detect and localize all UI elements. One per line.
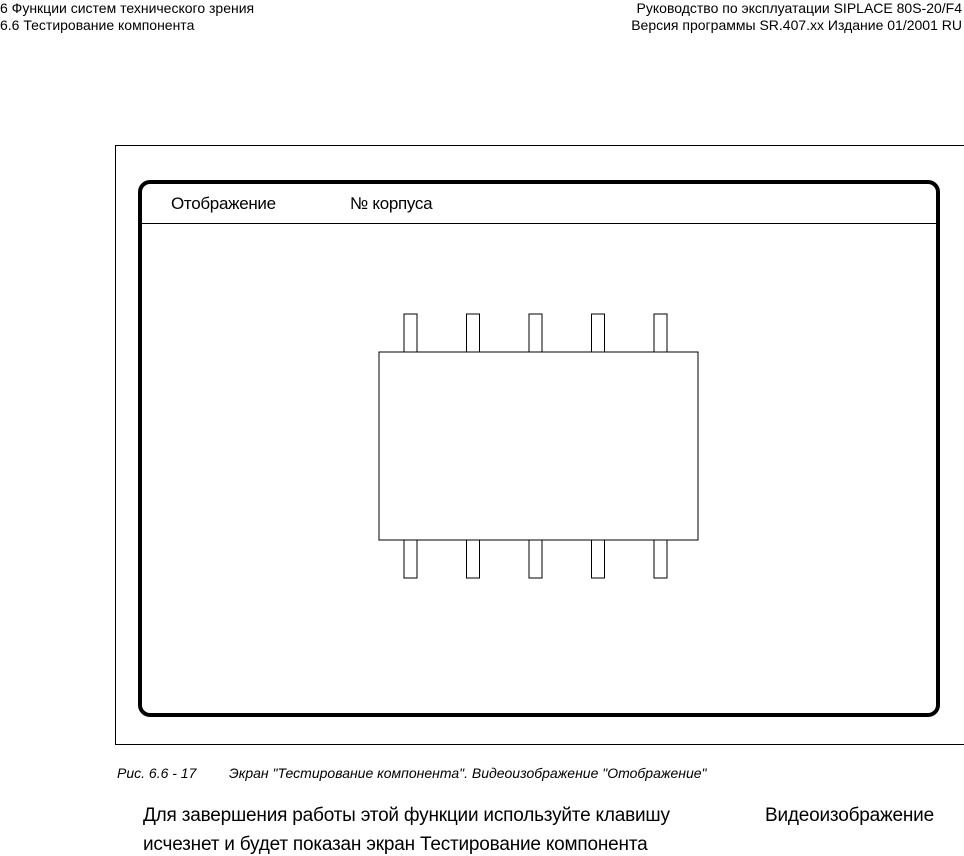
component-body <box>379 352 698 540</box>
figure-number: Рис. 6.6 - 17 <box>117 765 197 781</box>
menu-item-housing-number[interactable]: № корпуса <box>350 194 433 213</box>
bottom-lead-5 <box>654 540 667 578</box>
top-lead-1 <box>404 314 417 352</box>
top-lead-2 <box>467 314 480 352</box>
top-lead-3 <box>529 314 542 352</box>
top-leads <box>404 314 667 352</box>
version-info: Версия программы SR.407.xx Издание 01/2001 RU <box>631 17 962 33</box>
bottom-lead-1 <box>404 540 417 578</box>
bottom-lead-2 <box>467 540 480 578</box>
chapter-title: 6 Функции систем технического зрения <box>0 0 255 16</box>
bottom-lead-4 <box>592 540 605 578</box>
top-lead-4 <box>592 314 605 352</box>
figure-caption-text: Экран "Тестирование компонента". Видеоизображение "Отображение" <box>229 765 707 781</box>
manual-title: Руководство по эксплуатации SIPLACE 80S-20/F4 <box>636 0 962 16</box>
body-text-line1: Для завершения работы этой функции используйте клавишу <box>143 805 670 826</box>
body-text-line2: исчезнет и будет показан экран Тестирование компонента <box>143 834 648 855</box>
menu-item-display[interactable]: Отображение <box>171 194 276 213</box>
top-lead-5 <box>654 314 667 352</box>
bottom-leads <box>404 540 667 578</box>
body-text-line1-softkey: Видеоизображение <box>765 805 934 826</box>
bottom-lead-3 <box>529 540 542 578</box>
section-title: 6.6 Тестирование компонента <box>0 17 195 33</box>
figure-caption <box>117 765 707 781</box>
